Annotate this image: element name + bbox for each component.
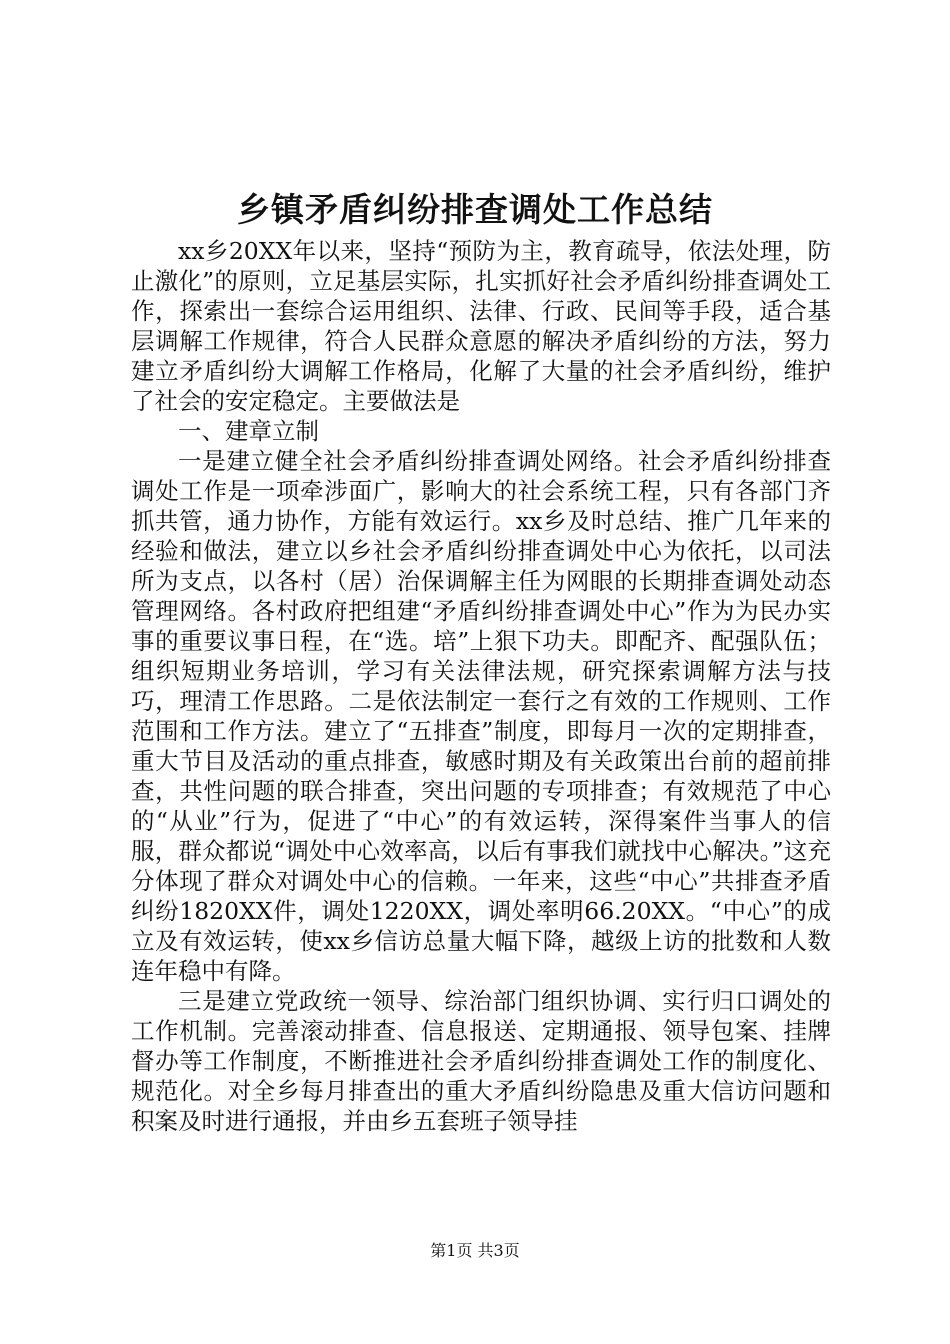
document-title: 乡镇矛盾纠纷排查调处工作总结 [237,190,713,229]
document-body [131,236,831,1136]
section-heading: 一、建章立制 [178,417,319,445]
body-paragraph-first-point: 一是建立健全社会矛盾纠纷排查调处网络。社会矛盾纠纷排查调处工作是一项牵涉面广，影响大的社会系统工程，只有各部门齐抓共管，通力协作，方能有效运行。xx乡及时总结、推广几年来的经验和做法，建立以乡社会矛盾纠纷排查调处中心为依托，以司法所为支点，以各村（居）治保调解主任为网眼的长期排查调处动态管理网络。各村政府把组建“矛盾纠纷排查调处中心”作为为民办实事的重要议事日程，在“选。培”上狠下功夫。即配齐、配强队伍；组织短期业务培训，学习有关法律法规，研究探索调解方法与技巧，理清工作思路。二是依法制定一套行之有效的工作规则、工作范围和工作方法。建立了“五排查”制度，即每月一次的定期排查，重大节目及活动的重点排查，敏感时期及有关政策出台前的超前排查，共性问题的联合排查，突出问题的专项排查；有效规范了中心的“从业”行为，促进了“中心”的有效运转，深得案件当事人的信服，群众都说“调处中心效率高，以后有事我们就找中心解决。”这充分体现了群众对调处中心的信赖。一年来，这些“中心”共排查矛盾纠纷1820XX件，调处1220XX，调处率明66.20XX。“中心”的成立及有效运转，使xx乡信访总量大幅下降，越级上访的批数和人数连年稳中有降。 [131,447,831,985]
body-paragraph-third-point: 三是建立党政统一领导、综治部门组织协调、实行归口调处的工作机制。完善滚动排查、信息报送、定期通报、领导包案、挂牌督办等工作制度，不断推进社会矛盾纠纷排查调处工作的制度化、规范化。对全乡每月排查出的重大矛盾纠纷隐患及重大信访问题和积案及时进行通报，并由乡五套班子领导挂 [131,987,831,1135]
page-footer: 第1页 共3页 [430,1241,520,1260]
body-paragraph-intro: xx乡20XX年以来，坚持“预防为主，教育疏导，依法处理，防止激化”的原则，立足基层实际，扎实抓好社会矛盾纠纷排查调处工作，探索出一套综合运用组织、法律、行政、民间等手段，适合基层调解工作规律，符合人民群众意愿的解决矛盾纠纷的方法，努力建立矛盾纠纷大调解工作格局，化解了大量的社会矛盾纠纷，维护了社会的安定稳定。主要做法是 [131,237,831,415]
